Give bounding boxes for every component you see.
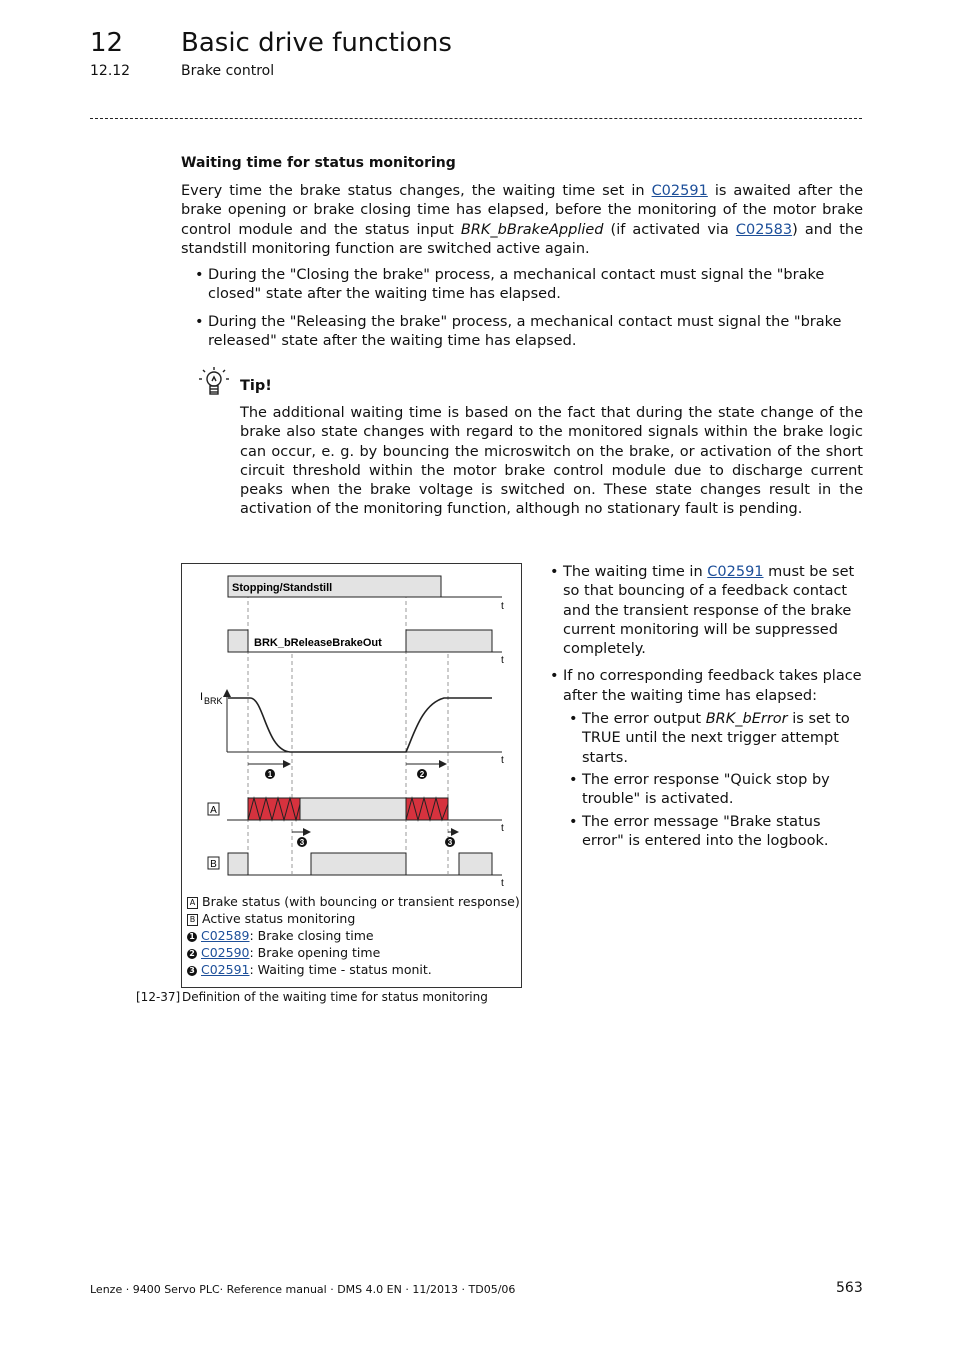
- legend-text-1: : Brake closing time: [249, 928, 374, 943]
- legend-text-3: : Waiting time - status monit.: [249, 962, 432, 977]
- chapter-number: 12: [90, 28, 124, 58]
- bullet-italic: BRK_bError: [705, 711, 788, 728]
- page-number: 563: [836, 1280, 863, 1296]
- link-c02583[interactable]: C02583: [735, 221, 793, 238]
- marker-3b: 3: [447, 838, 453, 847]
- axis-t-1: t: [501, 601, 504, 612]
- para-italic: BRK_bBrakeApplied: [460, 221, 604, 238]
- axis-t-3: t: [501, 755, 504, 766]
- para-text: is awaited after the brake opening or brake closing time has elapsed, before the monitoring of the motor brake control module and the status input: [181, 183, 863, 238]
- link-c02591-right[interactable]: C02591: [707, 564, 764, 580]
- bullet-list: [195, 266, 863, 359]
- legend-marker-3: 3: [187, 966, 197, 976]
- figure-legend: [187, 893, 520, 978]
- caption-text: Definition of the waiting time for status monitoring: [182, 990, 488, 1004]
- legend-row-3: [187, 961, 520, 978]
- bullet-releasing: • During the "Releasing the brake" process, a mechanical contact must signal the "brake released" state after the waiting time has elapsed.: [195, 313, 863, 352]
- axis-t-5: t: [501, 878, 504, 889]
- link-c02591[interactable]: C02591: [651, 183, 708, 199]
- sub-bullet-error-output: [563, 710, 862, 768]
- monitor-bar-2: [311, 853, 406, 875]
- tip-label: Tip!: [240, 378, 272, 394]
- section-title: Brake control: [181, 63, 275, 79]
- marker-1: 1: [267, 770, 273, 779]
- lightbulb-icon: [196, 365, 230, 401]
- legend-marker-1: 1: [187, 932, 197, 942]
- bullet-text: The error output: [582, 711, 706, 728]
- timing-diagram-svg: [182, 564, 523, 894]
- footer-doc-info: Lenze · 9400 Servo PLC· Reference manual · DMS 4.0 EN · 11/2013 · TD05/06: [90, 1283, 516, 1296]
- bullet-waiting-time: [550, 563, 862, 659]
- axis-t-4: t: [501, 823, 504, 834]
- link-c02589[interactable]: C02589: [201, 928, 250, 943]
- legend-row-a: [187, 893, 520, 910]
- legend-text-b: Active status monitoring: [202, 911, 356, 926]
- marker-3a: 3: [299, 838, 305, 847]
- ibrk-label: I: [200, 691, 204, 703]
- sub-bullet-error-response: • The error response "Quick stop by trouble" is activated.: [563, 771, 862, 810]
- para-text: ) and the standstill monitoring function are switched active again.: [181, 221, 863, 257]
- brake-current-curve: [228, 698, 492, 752]
- bounce-region-1: [248, 798, 300, 820]
- signal-label-standstill: Stopping/Standstill: [232, 582, 333, 594]
- sub-bullet-list: [563, 710, 862, 851]
- para-text: Every time the brake status changes, the waiting time set in: [181, 183, 652, 199]
- legend-row-b: [187, 910, 520, 927]
- section-number: 12.12: [90, 63, 131, 79]
- intro-paragraph: [181, 182, 863, 259]
- signal-label-release: BRK_bReleaseBrakeOut: [254, 637, 382, 649]
- legend-text-2: : Brake opening time: [249, 945, 381, 960]
- right-bullets: [550, 563, 862, 859]
- ibrk-subscript: BRK: [204, 696, 223, 706]
- monitor-bar-1: [228, 853, 248, 875]
- legend-text-a: Brake status (with bouncing or transient response): [202, 894, 520, 909]
- chapter-title: Basic drive functions: [181, 28, 452, 58]
- sub-bullet-error-message: • The error message "Brake status error" is entered into the logbook.: [563, 813, 862, 852]
- caption-number: [12-37]: [136, 990, 181, 1004]
- tip-text: The additional waiting time is based on the fact that during the state change of the brake also state changes with regard to the monitored signals within the brake logic can occur, e. g. by bouncing the microswitch on the brake, or activation of the short circuit threshold within the motor brake control module due to discharge current peaks when the brake voltage is switched on. These state changes result in the activation of the monitoring function, although no stationary fault is pending.: [240, 405, 863, 518]
- release-bar-1: [228, 630, 248, 652]
- figure-caption: [136, 990, 488, 1004]
- link-c02591-legend[interactable]: C02591: [201, 962, 250, 977]
- bullet-text: must be set so that bouncing of a feedback contact and the transient response of the brake current monitoring will be suppressed completely.: [563, 564, 855, 658]
- status-bar: [300, 798, 406, 820]
- marker-2: 2: [419, 770, 425, 779]
- bullet-closing: • During the "Closing the brake" process, a mechanical contact must signal the "brake closed" state after the waiting time has elapsed.: [195, 266, 863, 305]
- bullet-no-feedback: [550, 667, 862, 851]
- row-b-label: B: [210, 859, 217, 870]
- link-c02590[interactable]: C02590: [201, 945, 250, 960]
- monitor-bar-3: [459, 853, 492, 875]
- row-a-label: A: [210, 805, 217, 816]
- header-divider: [90, 118, 862, 119]
- legend-box-a: A: [187, 897, 198, 909]
- para-text: (if activated via: [603, 221, 736, 238]
- legend-row-2: [187, 944, 520, 961]
- legend-marker-2: 2: [187, 949, 197, 959]
- axis-t-2: t: [501, 655, 504, 666]
- legend-row-1: [187, 927, 520, 944]
- legend-box-b: B: [187, 914, 198, 926]
- bullet-text: is set to TRUE until the next trigger attempt starts.: [582, 711, 850, 766]
- bullet-text: The waiting time in: [563, 564, 708, 580]
- subsection-heading: Waiting time for status monitoring: [181, 155, 456, 171]
- timing-diagram: [181, 563, 522, 988]
- bullet-text: If no corresponding feedback takes place after the waiting time has elapsed:: [563, 668, 862, 704]
- release-bar-2: [406, 630, 492, 652]
